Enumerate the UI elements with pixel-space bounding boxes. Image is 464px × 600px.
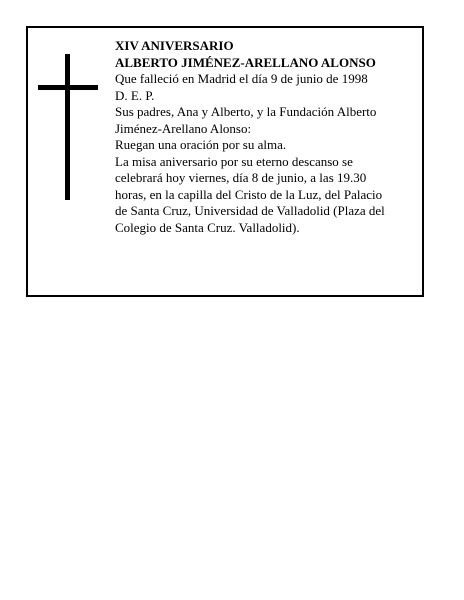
notice-text xyxy=(115,38,395,236)
family-line: Sus padres, Ana y Alberto, y la Fundación Alberto Jiménez-Arellano Alonso: xyxy=(115,104,377,136)
obituary-notice xyxy=(26,26,424,297)
cross-horizontal-bar xyxy=(38,85,98,90)
cross-vertical-bar xyxy=(65,54,70,200)
rip-line: D. E. P. xyxy=(115,87,155,103)
deceased-name: ALBERTO JIMÉNEZ-ARELLANO ALONSO xyxy=(115,54,376,70)
prayer-line: Ruegan una oración por su alma. xyxy=(115,137,287,152)
anniversary-heading: XIV ANIVERSARIO xyxy=(115,38,234,53)
cross-icon xyxy=(38,54,98,200)
death-line: Que falleció en Madrid el día 9 de junio de 1998 xyxy=(115,71,368,86)
mass-details: La misa aniversario por su eterno descanso se celebrará hoy viernes, día 8 de junio, a las 19.30 horas, en la capilla del Cristo de la Luz, del Palacio de Santa Cruz, Universidad de Valladolid (Plaza del Colegio de Santa Cruz. Valladolid). xyxy=(115,153,385,235)
